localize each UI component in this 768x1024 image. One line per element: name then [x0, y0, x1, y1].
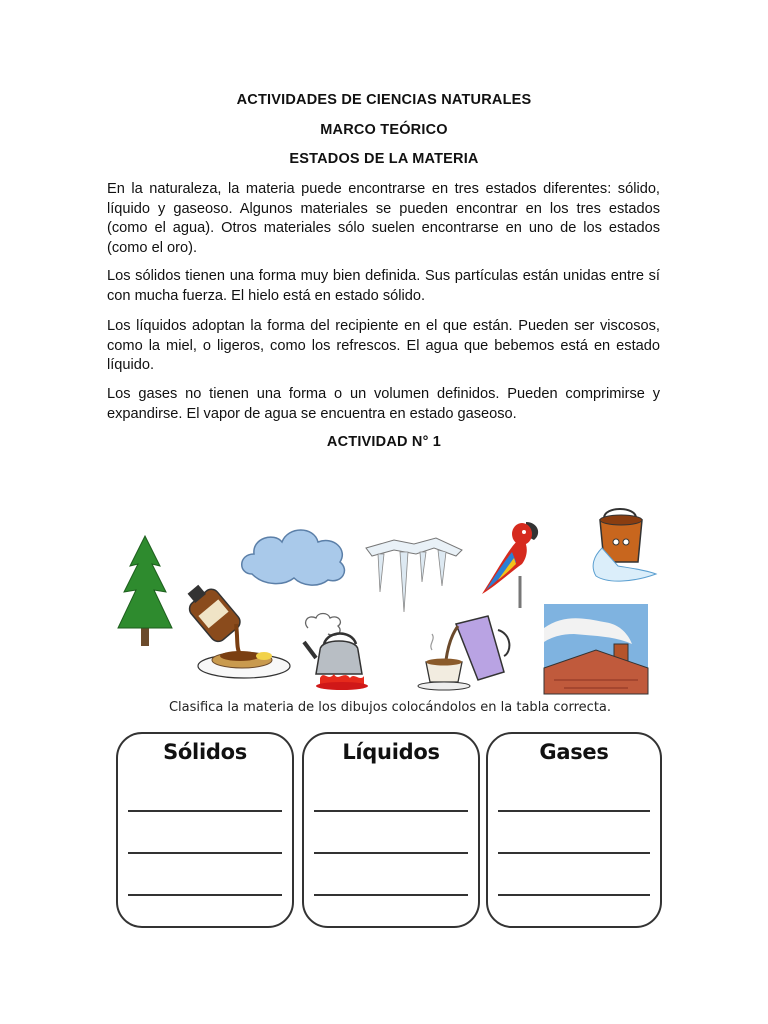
- document-title: ACTIVIDADES DE CIENCIAS NATURALES: [236, 92, 532, 108]
- solids-answer-line-3[interactable]: [128, 894, 282, 896]
- parrot-icon: [478, 516, 546, 610]
- liquids-answer-line-1[interactable]: [314, 810, 468, 812]
- tea-cup-icon: [412, 610, 516, 694]
- section-title: ESTADOS DE LA MATERIA: [289, 151, 479, 167]
- gases-box: [486, 732, 662, 928]
- icicles-icon: [364, 534, 464, 614]
- solids-box: [116, 732, 294, 928]
- pine-tree-icon: [116, 536, 174, 648]
- activity-instruction: Clasifica la materia de los dibujos colocándolos en la tabla correcta.: [168, 700, 612, 715]
- gases-answer-line-3[interactable]: [498, 894, 650, 896]
- smoking-chimney-icon: [544, 604, 648, 694]
- steaming-kettle-icon: [298, 612, 388, 694]
- cloud-icon: [238, 524, 350, 586]
- paragraph-liquids: Los líquidos adoptan la forma del recipiente en el que están. Pueden ser viscosos, como la miel, o ligeros, como los refrescos. El agua que bebemos está en estado líquido.: [107, 318, 660, 373]
- activity-title: ACTIVIDAD N° 1: [326, 434, 442, 450]
- gases-answer-line-2[interactable]: [498, 852, 650, 854]
- paragraph-gases: Los gases no tienen una forma o un volumen definidos. Pueden comprimirse y expandirse. El vapor de agua se encuentra en estado gaseoso.: [107, 386, 660, 422]
- solids-answer-line-2[interactable]: [128, 852, 282, 854]
- liquids-answer-line-3[interactable]: [314, 894, 468, 896]
- document-subtitle: MARCO TEÓRICO: [320, 122, 448, 138]
- syrup-bottle-icon: [180, 582, 292, 682]
- paint-bucket-icon: [590, 508, 662, 590]
- paragraph-solids: Los sólidos tienen una forma muy bien definida. Sus partículas están unidas entre sí con mucha fuerza. El hielo está en estado sólido.: [107, 268, 660, 304]
- liquids-box: [302, 732, 480, 928]
- liquids-title: Líquidos: [342, 740, 440, 764]
- solids-answer-line-1[interactable]: [128, 810, 282, 812]
- solids-title: Sólidos: [163, 740, 247, 764]
- gases-answer-line-1[interactable]: [498, 810, 650, 812]
- liquids-answer-line-2[interactable]: [314, 852, 468, 854]
- worksheet: [112, 500, 668, 930]
- gases-title: Gases: [539, 740, 609, 764]
- paragraph-intro: En la naturaleza, la materia puede encontrarse en tres estados diferentes: sólido, líquido y gaseoso. Algunos materiales se pueden encontrar en los tres estados (como el agua). Otros materiales sólo suelen encontrarse en uno de los estados (como el oro).: [107, 181, 660, 256]
